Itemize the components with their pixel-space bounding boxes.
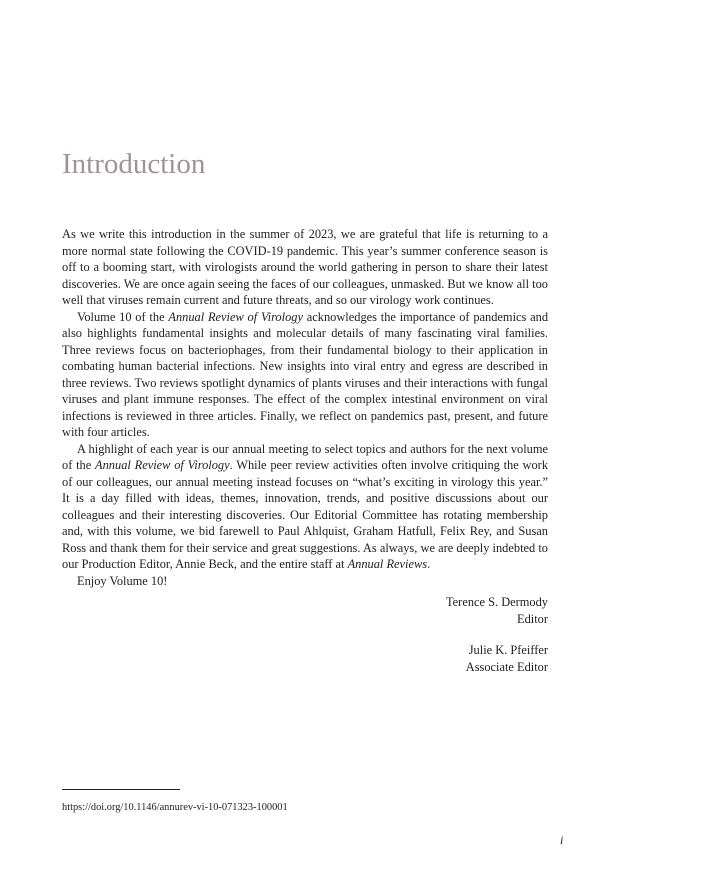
publisher-name-italic: Annual Reviews xyxy=(347,557,428,571)
signature-associate-editor xyxy=(288,642,548,675)
paragraph-4 xyxy=(62,573,548,590)
signature-name: Terence S. Dermody xyxy=(445,595,548,609)
footnote-rule xyxy=(62,789,180,790)
signature-role: Editor xyxy=(517,611,548,626)
paragraph-2-text-b: acknowledges the importance of pandemics and also highlights fundamental insights and molecular details of many fascinating viral families. Three reviews focus on bacteriophages, from their fundamental biology to their application in combating human bacterial infections. New insights into viral entry and egress are described in three reviews. Two reviews spotlight dynamics of plants viruses and their interactions with fungal viruses and plant immune responses. The effect of the complex intestinal environment on viral infections is reviewed in three articles. Finally, we reflect on pandemics past, present, and future with four articles. xyxy=(62,309,549,439)
paragraph-4-text: Enjoy Volume 10! xyxy=(77,573,168,588)
journal-title-italic: Annual Review of Virology xyxy=(168,309,303,324)
journal-title-italic: Annual Review of Virology xyxy=(95,458,230,472)
paragraph-3-text-a: A highlight of each year is our annual meeting to select topics and authors for the next volume of the xyxy=(62,441,548,472)
signature-name: Julie K. Pfeiffer xyxy=(468,643,548,657)
paragraph-1 xyxy=(62,226,548,309)
paragraph-3-text-b: . While peer review activities often involve critiquing the work of our colleagues, our annual meeting instead focuses on “what’s exciting in virology this year.” It is a day filled with ideas, themes, innovation, trends, and positive discussions about our colleagues and their interesting discoveries. Our Editorial Committee has rotating membership and, with this volume, we bid farewell to Paul Ahlquist, Graham Hatfull, Felix Rey, and Susan Ross and thank them for their service and great suggestions. As always, we are deeply indebted to our Production Editor, Annie Beck, and the entire staff at xyxy=(62,458,549,571)
paragraph-3 xyxy=(62,441,548,573)
doi-link[interactable]: https://doi.org/10.1146/annurev-vi-10-071323-100001 xyxy=(62,802,288,813)
paragraph-2 xyxy=(62,309,548,441)
paragraph-1-text: As we write this introduction in the summer of 2023, we are grateful that life is returning to a more normal state following the COVID-19 pandemic. This year’s summer conference season is off to a booming start, with virologists around the world gathering in person to share their latest discoveries. We are once again seeing the faces of our colleagues, unmasked. But we know all too well that viruses remain current and future threats, and so our virology work continues. xyxy=(62,227,548,307)
page-title: Introduction xyxy=(62,148,206,180)
paragraph-3-text-c: . xyxy=(427,557,431,571)
body-text xyxy=(62,226,548,589)
signature-role: Associate Editor xyxy=(465,659,548,674)
paragraph-2-text-a: Volume 10 of the xyxy=(77,309,169,324)
signature-editor xyxy=(288,594,548,627)
page-number: i xyxy=(560,833,564,847)
